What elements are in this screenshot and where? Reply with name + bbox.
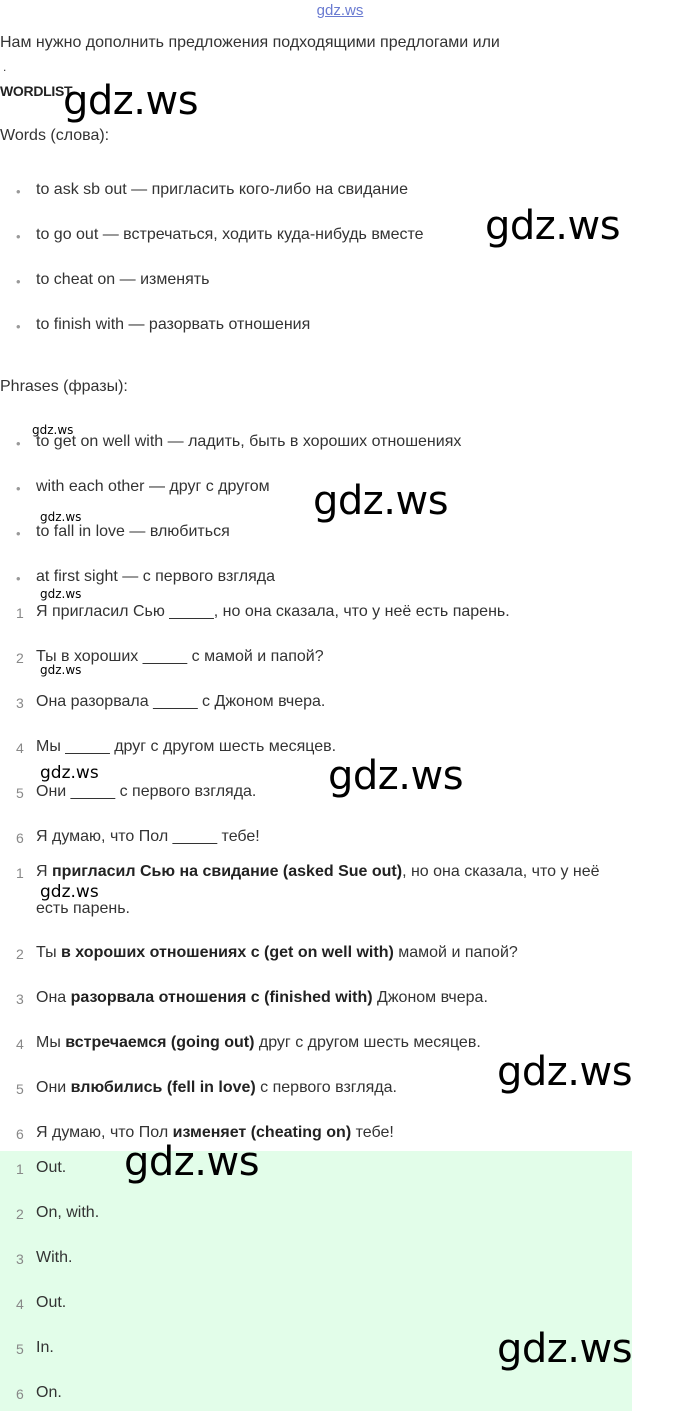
watermark: gdz.ws [124,1139,260,1185]
solution-pre: Они [36,1079,71,1096]
solution-post: , но она сказала, что у неё [402,863,600,880]
watermark: gdz.ws [497,1326,633,1372]
item-number: 3 [16,1251,24,1267]
solution-answer: влюбились (fell in love) [70,1079,256,1096]
bullet-icon: • [16,526,21,541]
item-number: 1 [16,865,24,881]
solution-answer: пригласил Сью на свидание (asked Sue out) [52,863,403,880]
solution-post: мамой и папой? [393,944,518,961]
solution-answer: встречаемся (going out) [65,1034,255,1051]
item-number: 1 [16,1161,24,1177]
item-number: 5 [16,1341,24,1357]
watermark-small: gdz.ws [40,882,99,902]
watermark-small: gdz.ws [40,763,99,783]
exercise-line: Она разорвала _____ с Джоном вчера. [36,693,326,710]
word-item: to finish with — разорвать отношения [36,316,311,333]
solution-pre: Я [36,863,52,880]
item-number: 3 [16,991,24,1007]
item-number: 6 [16,1386,24,1402]
answer-line: With. [36,1249,73,1266]
bullet-icon: • [16,274,21,289]
solution-answer: в хороших отношениях с (get on well with) [61,944,394,961]
exercise-line: Мы _____ друг с другом шесть месяцев. [36,738,337,755]
site-header-link[interactable]: gdz.ws [316,2,364,19]
exercise-line: Ты в хороших _____ с мамой и папой? [36,648,324,665]
wordlist-heading: WORDLIST [0,83,73,99]
watermark: gdz.ws [497,1049,633,1095]
solution-line [36,863,600,881]
bullet-icon: • [16,184,21,199]
item-number: 6 [16,830,24,846]
answers-panel [0,1151,632,1411]
item-number: 3 [16,695,24,711]
bullet-icon: • [16,229,21,244]
solution-pre: Ты [36,944,62,961]
solution-post: друг с другом шесть месяцев. [254,1034,481,1051]
answer-line: On. [36,1384,62,1401]
item-number: 5 [16,1081,24,1097]
solution-line [36,944,518,962]
solution-answer: разорвала отношения с (finished with) [70,989,373,1006]
answer-line: In. [36,1339,54,1356]
exercise-line: Я пригласил Сью _____, но она сказала, что у неё есть парень. [36,603,510,620]
watermark-small: gdz.ws [40,510,82,524]
item-number: 2 [16,1206,24,1222]
solution-answer: изменяет (cheating on) [172,1124,352,1141]
solution-line-continued: есть парень. [36,900,130,917]
item-number: 4 [16,740,24,756]
solution-line [36,989,488,1007]
solution-post: Джоном вчера. [372,989,488,1006]
watermark-small: gdz.ws [40,663,82,677]
solution-post: с первого взгляда. [255,1079,397,1096]
item-number: 1 [16,605,24,621]
solution-pre: Я думаю, что Пол [36,1124,173,1141]
watermark: gdz.ws [485,203,621,249]
watermark-small: gdz.ws [32,423,74,437]
answer-line: Out. [36,1294,67,1311]
phrases-title: Phrases (фразы): [0,378,128,395]
bullet-icon: • [16,571,21,586]
exercise-line: Я думаю, что Пол _____ тебе! [36,828,260,845]
bullet-icon: • [16,481,21,496]
solution-line [36,1079,397,1097]
answer-line: Out. [36,1159,67,1176]
bullet-icon: • [16,436,21,451]
phrase-item: to fall in love — влюбиться [36,523,230,540]
phrase-item: at first sight — с первого взгляда [36,568,276,585]
intro-dot: . [3,60,7,74]
exercise-line: Они _____ с первого взгляда. [36,783,257,800]
watermark: gdz.ws [328,753,464,799]
solution-post: тебе! [351,1124,394,1141]
bullet-icon: • [16,319,21,334]
item-number: 5 [16,785,24,801]
word-item: to cheat on — изменять [36,271,210,288]
solution-pre: Мы [36,1034,66,1051]
answer-line: On, with. [36,1204,100,1221]
item-number: 2 [16,946,24,962]
item-number: 6 [16,1126,24,1142]
watermark: gdz.ws [313,478,449,524]
word-item: to ask sb out — пригласить кого-либо на свидание [36,181,408,198]
watermark: gdz.ws [63,78,199,124]
solution-pre: Она [36,989,71,1006]
solution-line [36,1034,481,1052]
phrase-item: to get on well with — ладить, быть в хороших отношениях [36,433,462,450]
phrase-item: with each other — друг с другом [36,478,270,495]
item-number: 4 [16,1296,24,1312]
item-number: 4 [16,1036,24,1052]
words-title: Words (слова): [0,127,110,144]
intro-text: Нам нужно дополнить предложения подходящими предлогами или [0,34,500,51]
word-item: to go out — встречаться, ходить куда-нибудь вместе [36,226,424,243]
item-number: 2 [16,650,24,666]
watermark-small: gdz.ws [40,587,82,601]
